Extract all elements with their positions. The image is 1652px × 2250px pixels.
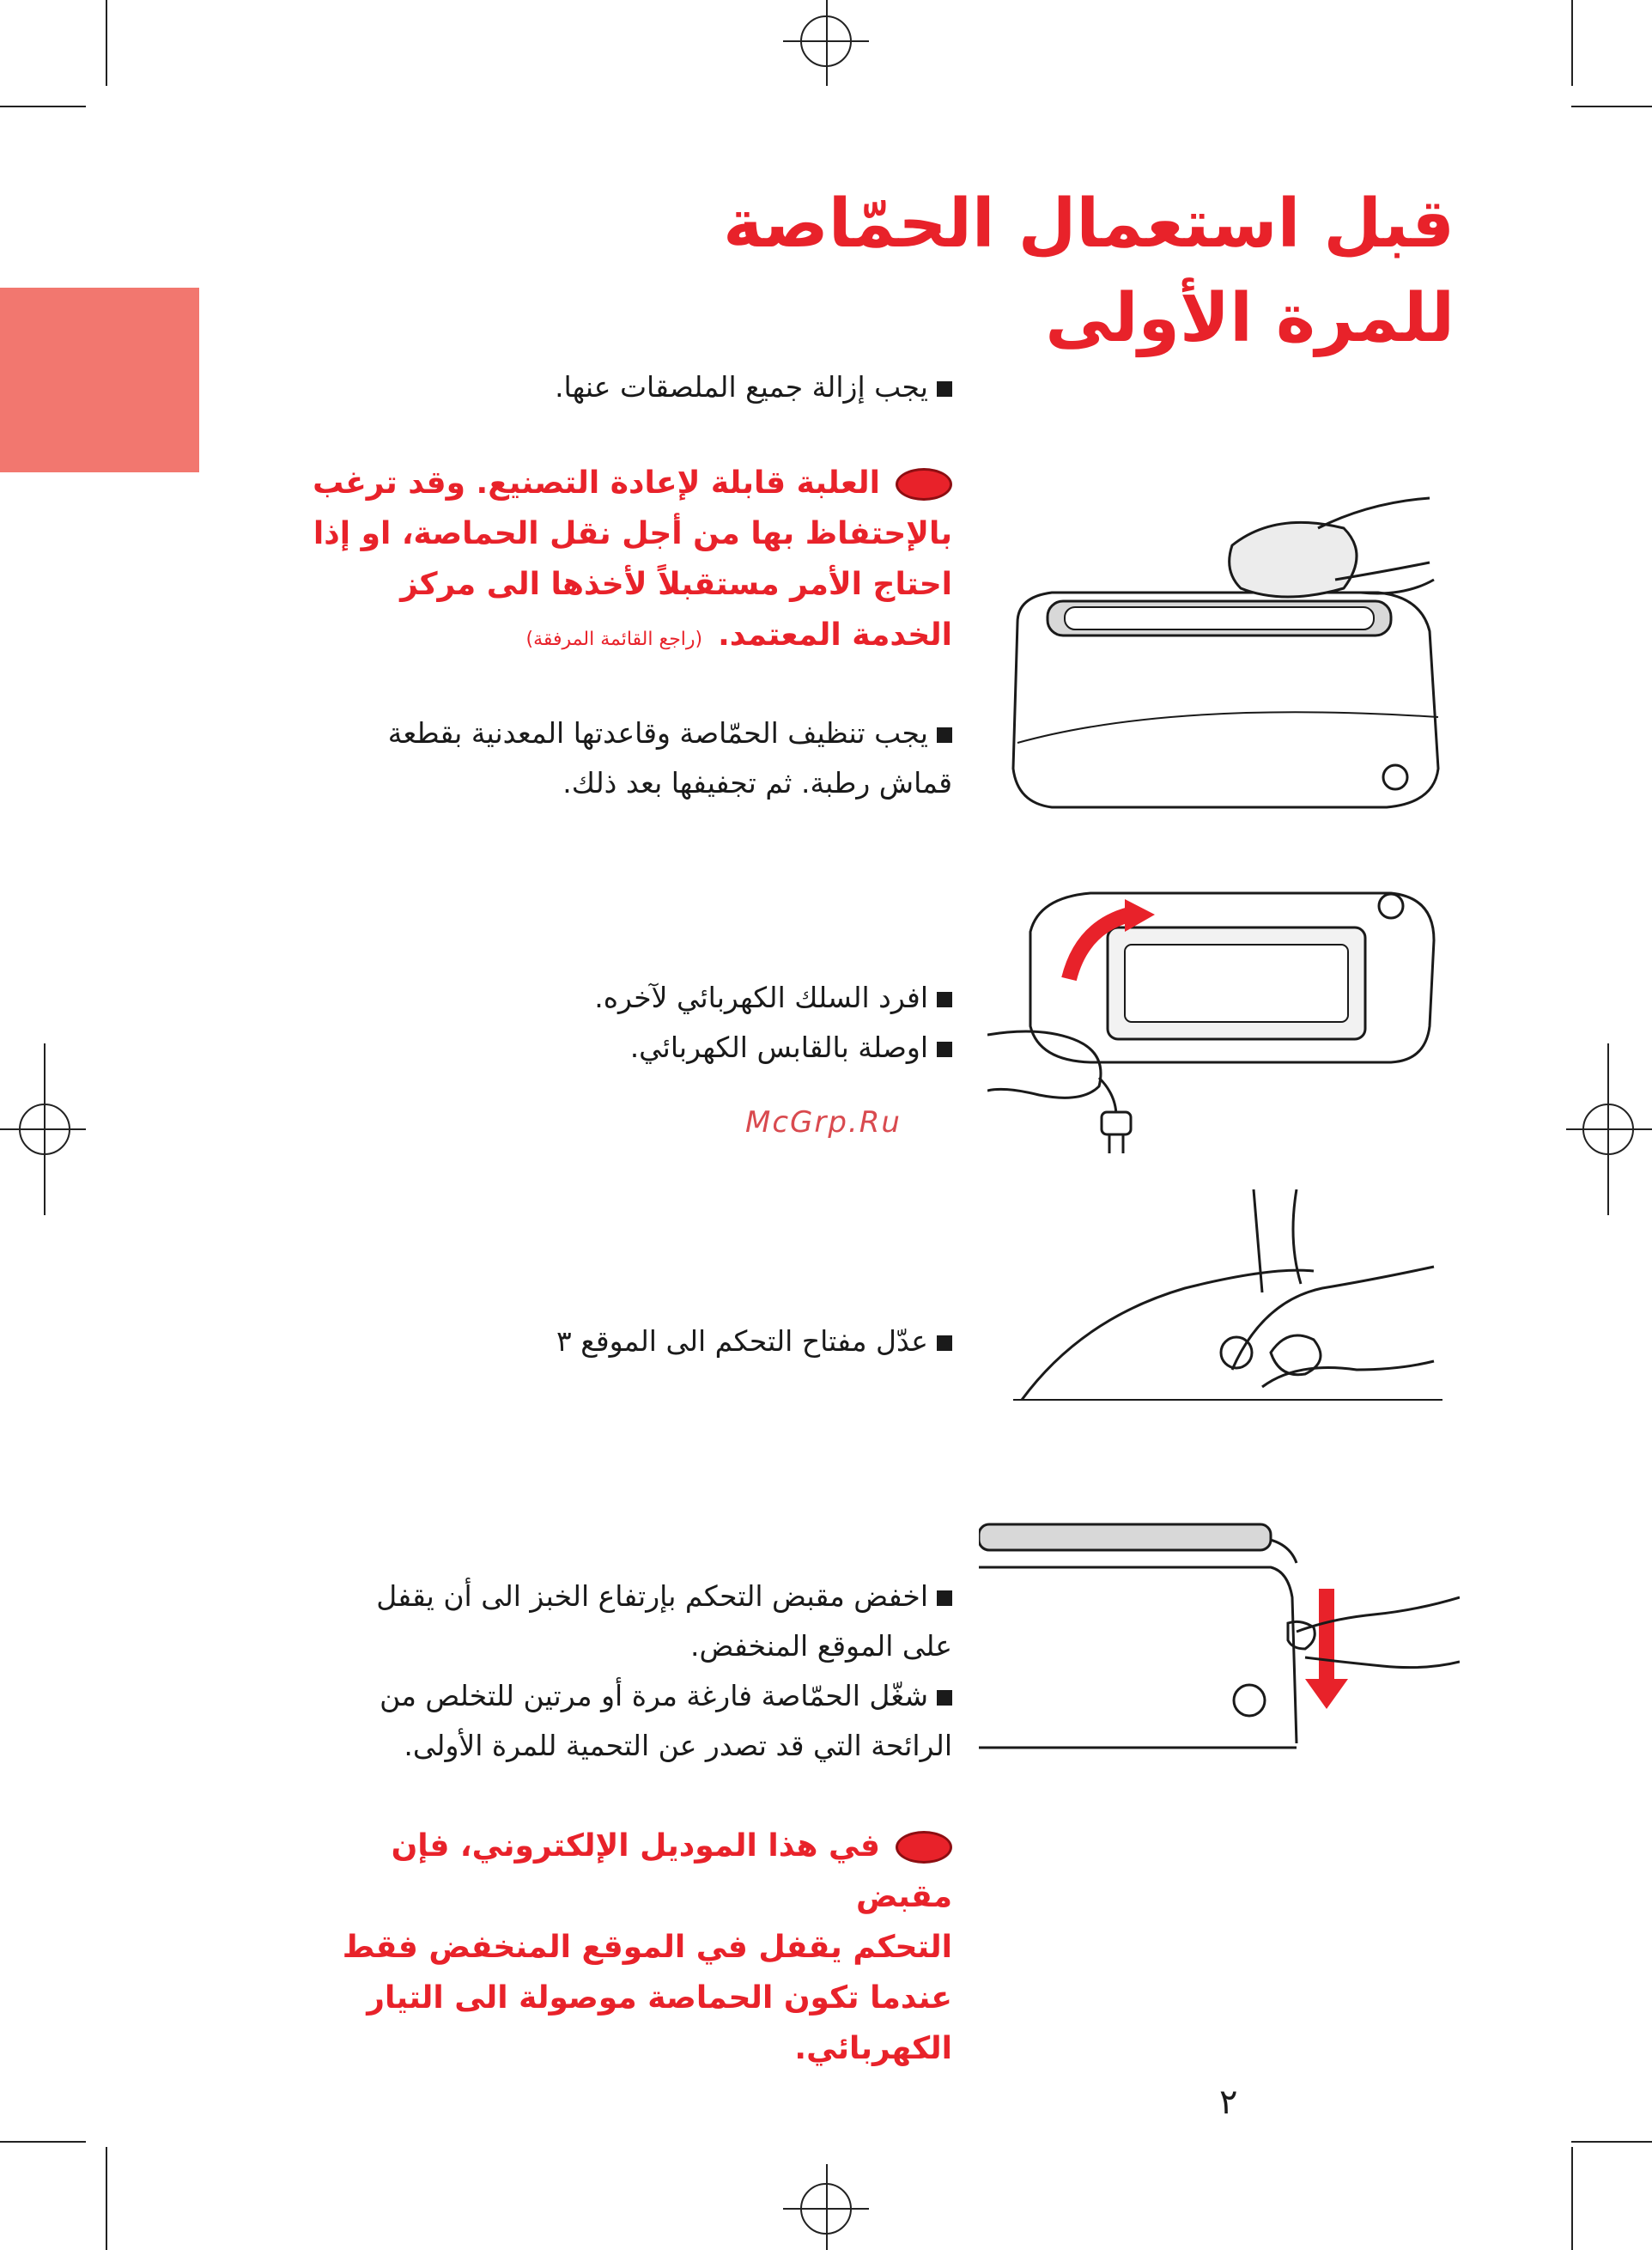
step-clean-toaster: يجب تنظيف الحمّاصة وقاعدتها المعدنية بقطعة قماش رطبة. ثم تجفيفها بعد ذلك. xyxy=(387,716,952,800)
page-title-line2: للمرة الأولى xyxy=(1045,280,1455,357)
bullet-square xyxy=(937,1042,952,1057)
crop-mark xyxy=(783,2208,869,2210)
step-set-control: عدّل مفتاح التحكم الى الموقع ٣ xyxy=(556,1317,952,1366)
bullet-square xyxy=(937,1335,952,1351)
step-remove-labels: يجب إزالة جميع الملصقات عنها. xyxy=(555,362,952,412)
crop-mark xyxy=(1571,2147,1573,2250)
crop-mark xyxy=(0,2141,86,2143)
crop-mark xyxy=(1571,0,1573,86)
illustration-unwind-cord xyxy=(987,880,1451,1155)
bullet-square xyxy=(937,1590,952,1606)
page-title-line1: قبل استعمال الحمّاصة xyxy=(723,185,1455,263)
crop-mark xyxy=(106,2147,107,2250)
crop-mark xyxy=(106,0,107,86)
bullet-square xyxy=(937,992,952,1007)
crop-mark xyxy=(1566,1128,1652,1130)
crop-mark xyxy=(826,2164,828,2250)
note-recyclable-box: العلبة قابلة لإعادة التصنيع. وقد ترغب بالإحتفاظ بها من أجل نقل الحماصة، او إذا احتاج الأمر مستقبلاً لأخذها الى مركز الخدمة المعتمد.(راجع القائمة المرفقة) xyxy=(313,465,952,653)
step-unwind-cord: افرد السلك الكهربائي لآخره. اوصلة بالقابس الكهربائي. xyxy=(594,973,952,1073)
bullet-square xyxy=(937,381,952,397)
step-lower-lever: اخفض مقبض التحكم بإرتفاع الخبز الى أن يقفل على الموقع المنخفض. شغّل الحمّاصة فارغة مرة أو مرتين للتخلص من الرائحة التي قد تصدر عن التحمية للمرة الأولى. xyxy=(376,1579,952,1762)
crop-mark xyxy=(1571,106,1652,107)
illustration-adjust-control xyxy=(1013,1189,1442,1413)
note-electronic-model: في هذا الموديل الإلكتروني، فإن مقبض التحكم يقفل في الموقع المنخفض فقط عندما تكون الحماصة موصولة الى التيار الكهربائي. xyxy=(342,1828,952,2066)
bullet-square xyxy=(937,1690,952,1706)
bullet-square xyxy=(937,727,952,743)
illustration-lower-lever xyxy=(979,1520,1460,1760)
crop-mark xyxy=(826,0,828,86)
crop-mark xyxy=(1571,2141,1652,2143)
crop-mark xyxy=(783,40,869,42)
crop-mark xyxy=(0,106,86,107)
page-number: ٢ xyxy=(1219,2083,1238,2122)
section-tab xyxy=(0,288,199,472)
watermark: McGrp.Ru xyxy=(745,1105,902,1140)
note-marker-icon xyxy=(896,468,952,501)
illustration-wipe-toaster xyxy=(1000,494,1447,837)
crop-mark xyxy=(0,1128,86,1130)
note-marker-icon xyxy=(896,1831,952,1864)
